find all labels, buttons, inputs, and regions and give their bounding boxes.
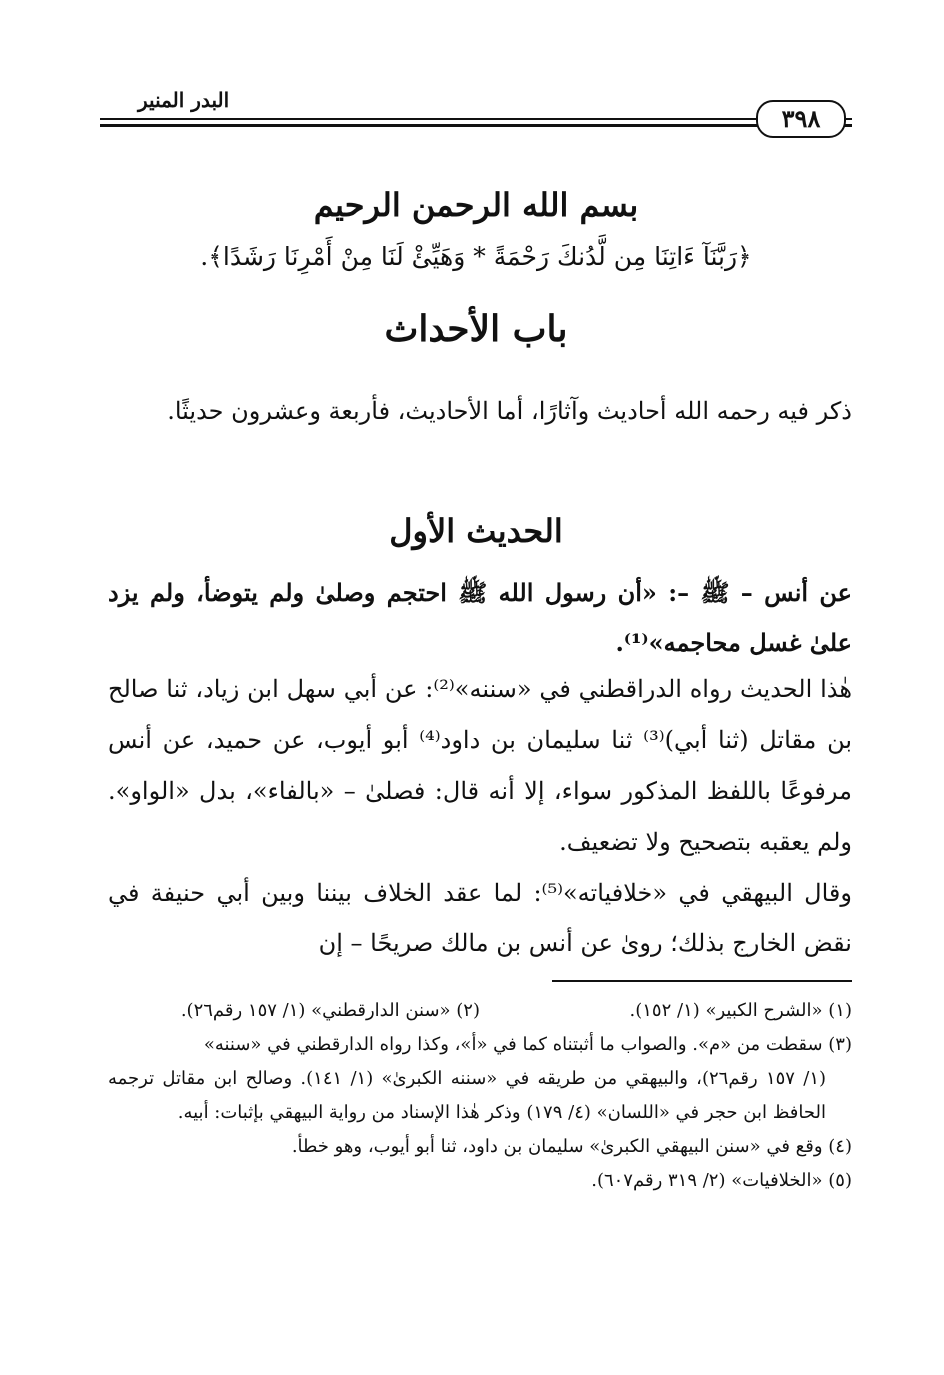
hadith-text: عن أنس – ﷺ –: «أن رسول الله ﷺ احتجم وصلىٰ ولم يتوضأ، ولم يزد علىٰ غسل محاجمه»⁽¹⁾.: [108, 578, 852, 657]
page-header: [100, 88, 852, 134]
quran-verse: ﴿رَبَّنَآ ءَاتِنَا مِن لَّدُنكَ رَحْمَةً * وَهَيِّئْ لَنَا مِنْ أَمْرِنَا رَشَدًا﴾.: [200, 242, 752, 271]
footnote-2: (٢) «سنن الدارقطني» (١/ ١٥٧ رقم٢٦).: [180, 1000, 480, 1021]
header-rule-top: [100, 118, 852, 120]
commentary-paragraph: هٰذا الحديث رواه الدراقطني في «سننه»⁽²⁾: عن أبي سهل ابن زياد، ثنا صالح بن مقاتل (ثنا أبي)⁽³⁾ ثنا سليمان بن داود⁽⁴⁾ أبو أيوب، عن حميد، عن أنس مرفوعًا باللفظ المذكور سواء، إلا أنه قال: فصلىٰ – «بالفاء»، بدل «الواو». ولم يعقبه بتصحيح ولا تضعيف.: [108, 675, 853, 856]
baihaqi-paragraph: وقال البيهقي في «خلافياته»⁽⁵⁾: لما عقد الخلاف بيننا وبين أبي حنيفة في نقض الخارج بذلك؛ روىٰ عن أنس بن مالك صريحًا – إن: [108, 879, 852, 957]
footnotes: [108, 994, 852, 1198]
footnote-row-1-2: [108, 994, 852, 1028]
footnote-5: (٥) «الخلافيات» (٢/ ٣١٩ رقم٦٠٧).: [591, 1170, 852, 1191]
footnote-1: (١) «الشرح الكبير» (١/ ١٥٢).: [629, 1000, 852, 1021]
intro-paragraph: ذكر فيه رحمه الله أحاديث وآثارًا، أما الأحاديث، فأربعة وعشرون حديثًا.: [167, 397, 852, 425]
book-title: البدر المنير: [130, 88, 237, 112]
footnote-separator: [552, 980, 852, 982]
basmala: بسم الله الرحمن الرحيم: [313, 186, 639, 224]
page-number: ٣٩٨: [756, 100, 846, 138]
footnote-3-first-line: (٣) سقطت من «م». والصواب ما أثبتناه كما في «أ»، وكذا رواه الدارقطني في «سننه»: [203, 1034, 852, 1055]
hadith-heading: الحديث الأول: [389, 512, 563, 550]
header-rule-bottom: [100, 124, 852, 127]
chapter-title: باب الأحداث: [384, 308, 568, 350]
footnote-4: (٤) وقع في «سنن البيهقي الكبرىٰ» سليمان بن داود، ثنا أبو أيوب، وهو خطأ.: [291, 1136, 852, 1157]
footnote-3-continuation: (١/ ١٥٧ رقم٢٦)، والبيهقي من طريقه في «سننه الكبرىٰ» (١/ ١٤١). وصالح ابن مقاتل ترجمه الحافظ ابن حجر في «اللسان» (٤/ ١٧٩) وذكر هٰذا الإسناد من رواية البيهقي بإثبات: أبيه.: [108, 1068, 827, 1123]
